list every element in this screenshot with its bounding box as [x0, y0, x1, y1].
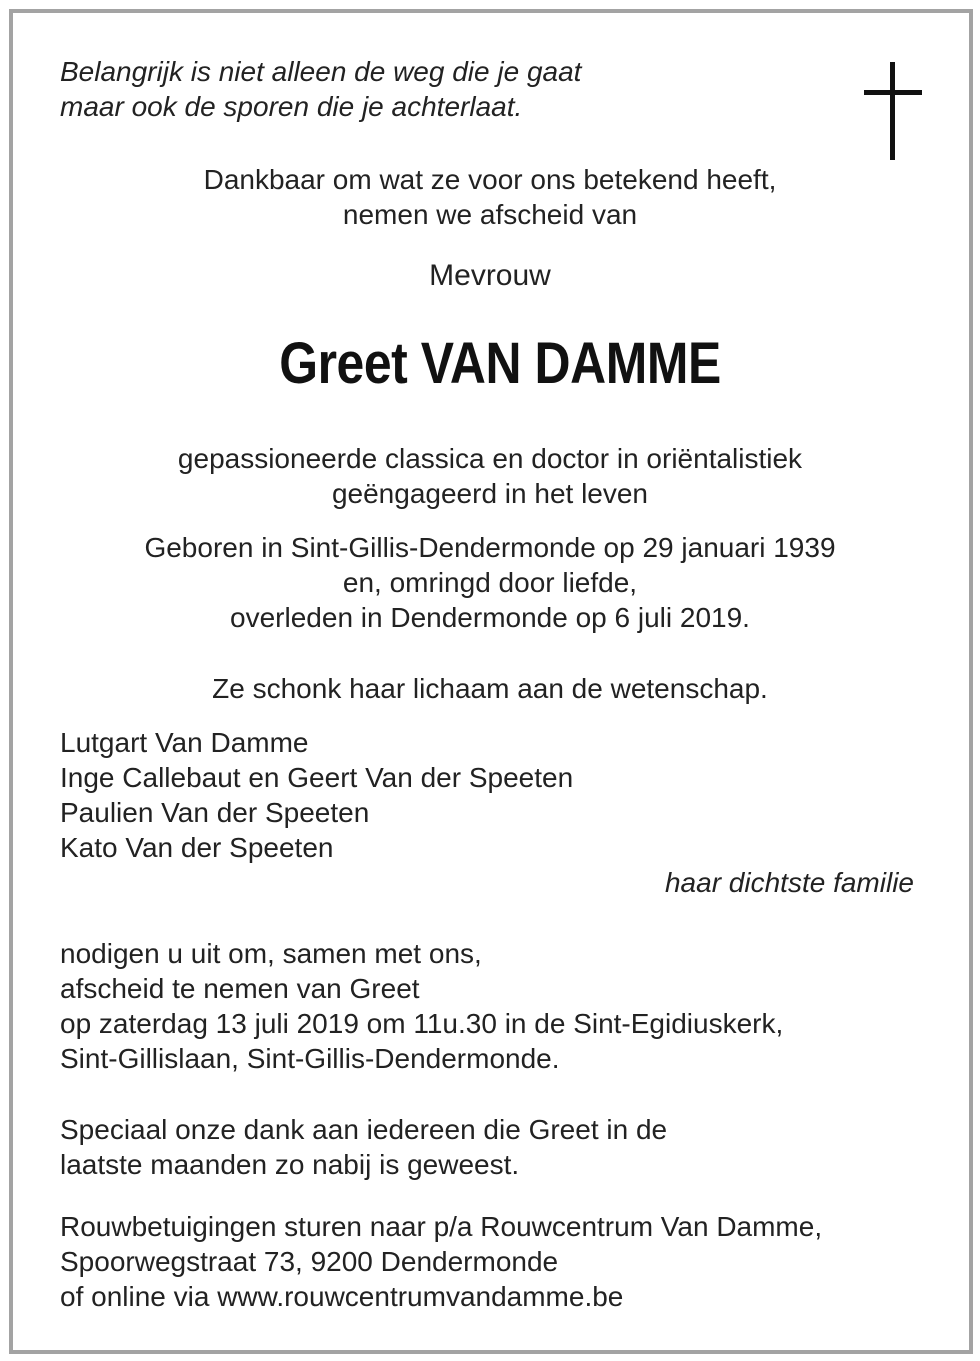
invitation-line-3: op zaterdag 13 juli 2019 om 11u.30 in de Sint-Egidiuskerk,	[60, 1008, 784, 1039]
family-label: haar dichtste familie	[664, 867, 914, 898]
description-line-1: gepassioneerde classica en doctor in oriëntalistiek	[177, 443, 803, 474]
cross-icon	[864, 62, 922, 160]
invitation-line-1: nodigen u uit om, samen met ons,	[60, 938, 482, 969]
family-member: Lutgart Van Damme	[60, 727, 309, 758]
salutation: Mevrouw	[429, 259, 551, 292]
family-member: Paulien Van der Speeten	[60, 797, 370, 828]
condolences-line-2: Spoorwegstraat 73, 9200 Dendermonde	[60, 1246, 559, 1277]
life-line-2: en, omringd door liefde,	[342, 567, 638, 598]
donation-note: Ze schonk haar lichaam aan de wetenschap.	[212, 673, 768, 704]
family-member: Kato Van der Speeten	[60, 832, 334, 863]
family-member: Inge Callebaut en Geert Van der Speeten	[60, 762, 574, 793]
life-line-3: overleden in Dendermonde op 6 juli 2019.	[230, 602, 750, 633]
condolences-line-3: of online via www.rouwcentrumvandamme.be	[60, 1281, 624, 1312]
intro-line-2: nemen we afscheid van	[342, 199, 638, 230]
motto-line-1: Belangrijk is niet alleen de weg die je gaat	[60, 56, 582, 87]
invitation-line-4: Sint-Gillislaan, Sint-Gillis-Dendermonde.	[60, 1043, 560, 1074]
thanks-line-2: laatste maanden zo nabij is geweest.	[60, 1149, 520, 1180]
life-line-1: Geboren in Sint-Gillis-Dendermonde op 29 januari 1939	[144, 532, 836, 563]
condolences-line-1: Rouwbetuigingen sturen naar p/a Rouwcentrum Van Damme,	[60, 1211, 823, 1242]
intro-line-1: Dankbaar om wat ze voor ons betekend heeft,	[203, 164, 777, 195]
deceased-name: Greet VAN DAMME	[279, 331, 721, 396]
description-line-2: geëngageerd in het leven	[331, 478, 649, 509]
thanks-line-1: Speciaal onze dank aan iedereen die Greet in de	[60, 1114, 668, 1145]
motto-line-2: maar ook de sporen die je achterlaat.	[60, 91, 523, 122]
invitation-line-2: afscheid te nemen van Greet	[60, 973, 420, 1004]
